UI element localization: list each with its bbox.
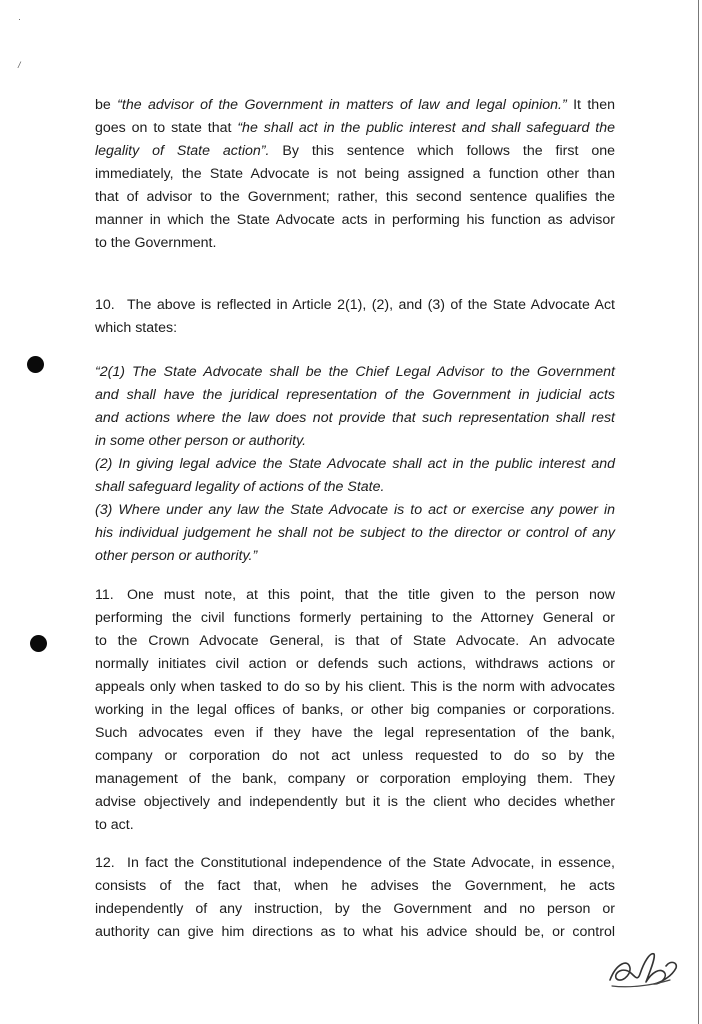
text-line: manner in which the State Advocate acts in performing his function as advisor — [95, 212, 615, 228]
text-line — [95, 95, 615, 115]
text-run: It then — [566, 97, 615, 113]
text-line: independently of any instruction, by the Government and no person or — [95, 901, 615, 917]
text-line: to the Government. — [95, 235, 217, 251]
text-run: By this sentence which follows the first one — [269, 143, 615, 159]
text-line: authority can give him directions as to what his advice should be, or control — [95, 924, 615, 940]
quote-line: and actions where the law does not provide that such representation shall rest — [95, 410, 615, 426]
text-line: to act. — [95, 817, 134, 833]
text-line: In fact the Constitutional independence of the State Advocate, in essence, — [127, 855, 615, 871]
quote-line: shall safeguard legality of actions of the State. — [95, 479, 385, 495]
text-line: normally initiates civil action or defends such actions, withdraws actions or — [95, 656, 615, 672]
quote-line: other person or authority.” — [95, 548, 258, 564]
scan-speck: / — [18, 60, 21, 70]
text-line: immediately, the State Advocate is not being assigned a function other than — [95, 166, 615, 182]
text-run: be — [95, 97, 118, 113]
text-line: One must note, at this point, that the title given to the person now — [127, 587, 615, 603]
text-line — [95, 141, 615, 161]
text-line: working in the legal offices of banks, or other big companies or corporations. — [95, 702, 615, 718]
paragraph-number: 11. — [95, 587, 114, 603]
text-line: performing the civil functions formerly pertaining to the Attorney General or — [95, 610, 615, 626]
text-line: advise objectively and independently but it is the client who decides whether — [95, 794, 615, 810]
quote-line: his individual judgement he shall not be subject to the director or control of any — [95, 525, 615, 541]
quote-line: and shall have the juridical representation of the Government in judicial acts — [95, 387, 615, 403]
quote-line: (3) Where under any law the State Advocate is to act or exercise any power in — [95, 502, 615, 518]
handwritten-initials-signature — [606, 944, 686, 992]
quote-line: (2) In giving legal advice the State Advocate shall act in the public interest and — [95, 456, 615, 472]
punch-hole — [27, 356, 44, 373]
text-line: appeals only when tasked to do so by his client. This is the norm with advocates — [95, 679, 615, 695]
text-line: to the Crown Advocate General, is that of State Advocate. An advocate — [95, 633, 615, 649]
scan-speck: · — [18, 14, 21, 24]
text-line: company or corporation do not act unless requested to do so by the — [95, 748, 615, 764]
paragraph-number: 12. — [95, 855, 115, 871]
text-line: that of advisor to the Government; rather, this second sentence qualifies the — [95, 189, 615, 205]
italic-quote: legality of State action”. — [95, 143, 270, 159]
text-line: Such advocates even if they have the legal representation of the bank, — [95, 725, 615, 741]
text-line: management of the bank, company or corporation employing them. They — [95, 771, 615, 787]
text-line — [95, 118, 615, 138]
page-edge — [698, 0, 699, 1024]
punch-hole — [30, 635, 47, 652]
text-line: consists of the fact that, when he advises the Government, he acts — [95, 878, 615, 894]
paragraph-number: 10. — [95, 297, 115, 313]
text-run: goes on to state that — [95, 120, 238, 136]
italic-quote: “he shall act in the public interest and shall safeguard the — [237, 120, 616, 136]
quote-line: “2(1) The State Advocate shall be the Chief Legal Advisor to the Government — [95, 364, 615, 380]
text-line: The above is reflected in Article 2(1), (2), and (3) of the State Advocate Act — [127, 297, 615, 313]
text-line: which states: — [95, 320, 178, 336]
quote-line: in some other person or authority. — [95, 433, 307, 449]
italic-quote: “the advisor of the Government in matters of law and legal opinion.” — [117, 97, 567, 113]
